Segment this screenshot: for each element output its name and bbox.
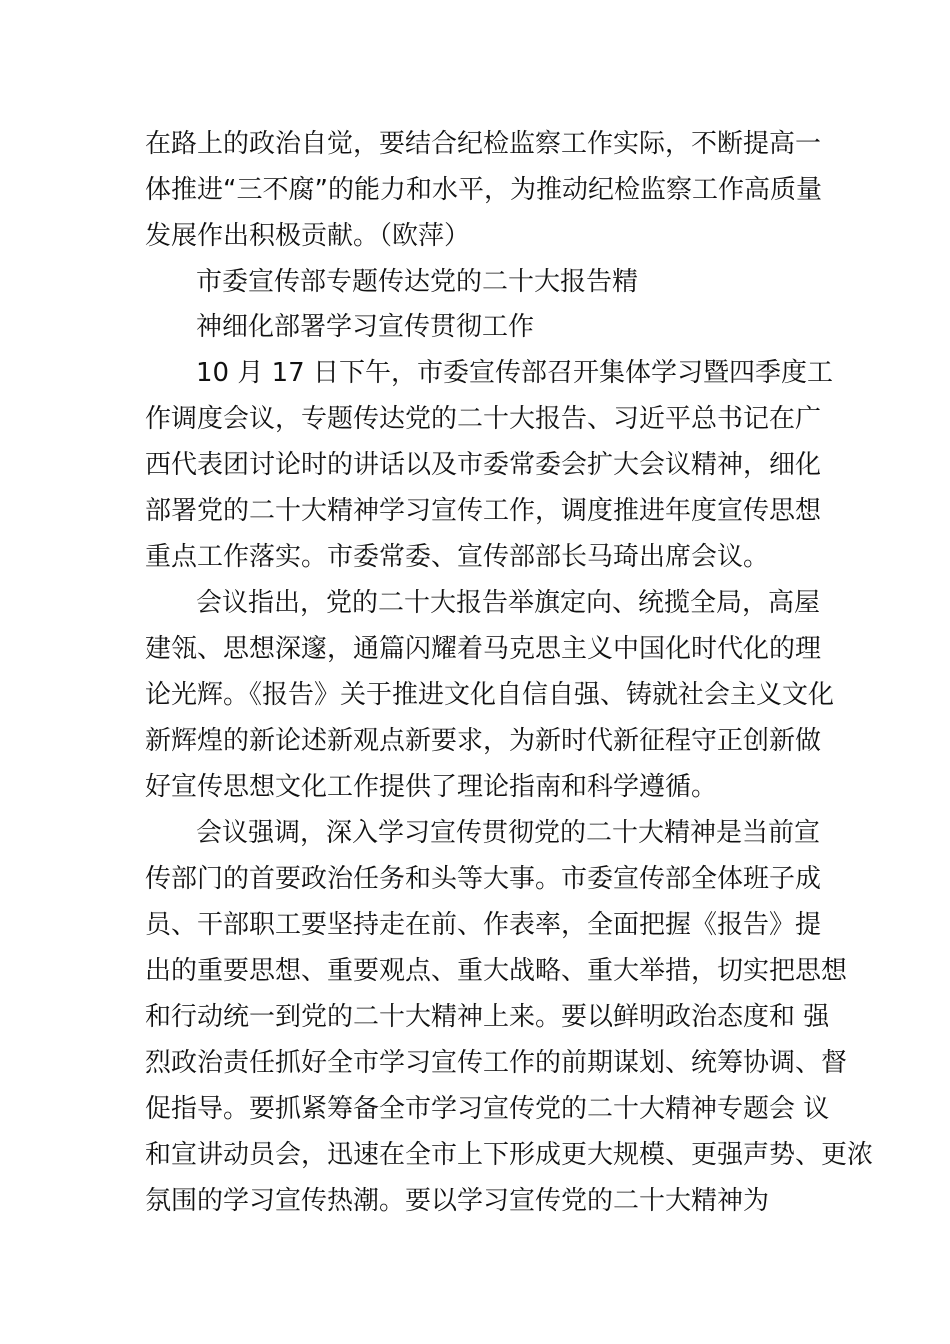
paragraph-line: 10 月 17 日下午，市委宣传部召开集体学习暨四季度工 [196, 358, 833, 388]
paragraph-line: 论光辉。《报告》关于推进文化自信自强、铸就社会主义文化 [145, 680, 835, 710]
paragraph-line: 在路上的政治自觉，要结合纪检监察工作实际，不断提高一 [145, 129, 822, 159]
paragraph-line: 和行动统一到党的二十大精神上来。要以鲜明政治态度和 强 [145, 1002, 830, 1032]
paragraph-line: 作调度会议，专题传达党的二十大报告、习近平总书记在广 [145, 404, 822, 434]
paragraph-line: 西代表团讨论时的讲话以及市委常委会扩大会议精神，细化 [145, 450, 822, 480]
paragraph-line: 重点工作落实。市委常委、宣传部部长马琦出席会议。 [145, 542, 770, 572]
paragraph-line: 传部门的首要政治任务和头等大事。市委宣传部全体班子成 [145, 864, 822, 894]
paragraph-line: 建瓴、思想深邃，通篇闪耀着马克思主义中国化时代化的理 [145, 634, 822, 664]
paragraph-line: 和宣讲动员会，迅速在全市上下形成更大规模、更强声势、更浓 [145, 1140, 874, 1170]
article-title-line: 神细化部署学习宣传贯彻工作 [196, 312, 535, 342]
paragraph-line: 发展作出积极贡献。（欧萍） [145, 221, 471, 251]
paragraph-line: 新辉煌的新论述新观点新要求，为新时代新征程守正创新做 [145, 726, 822, 756]
paragraph-line: 部署党的二十大精神学习宣传工作，调度推进年度宣传思想 [145, 496, 822, 526]
article-title-line: 市委宣传部专题传达党的二十大报告精 [196, 267, 639, 297]
paragraph-line: 会议指出，党的二十大报告举旗定向、统揽全局，高屋 [196, 588, 821, 618]
paragraph-line: 员、干部职工要坚持走在前、作表率，全面把握《报告》提 [145, 910, 822, 940]
paragraph-line: 会议强调，深入学习宣传贯彻党的二十大精神是当前宣 [196, 818, 821, 848]
paragraph-line: 出的重要思想、重要观点、重大战略、重大举措，切实把思想 [145, 956, 848, 986]
paragraph-line: 好宣传思想文化工作提供了理论指南和科学遵循。 [145, 772, 718, 802]
paragraph-line: 烈政治责任抓好全市学习宣传工作的前期谋划、统筹协调、督 [145, 1048, 848, 1078]
paragraph-line: 体推进“三不腐”的能力和水平，为推动纪检监察工作高质量 [145, 175, 822, 205]
paragraph-line: 氛围的学习宣传热潮。要以学习宣传党的二十大精神为 [145, 1186, 770, 1216]
paragraph-line: 促指导。要抓紧筹备全市学习宣传党的二十大精神专题会 议 [145, 1094, 830, 1124]
